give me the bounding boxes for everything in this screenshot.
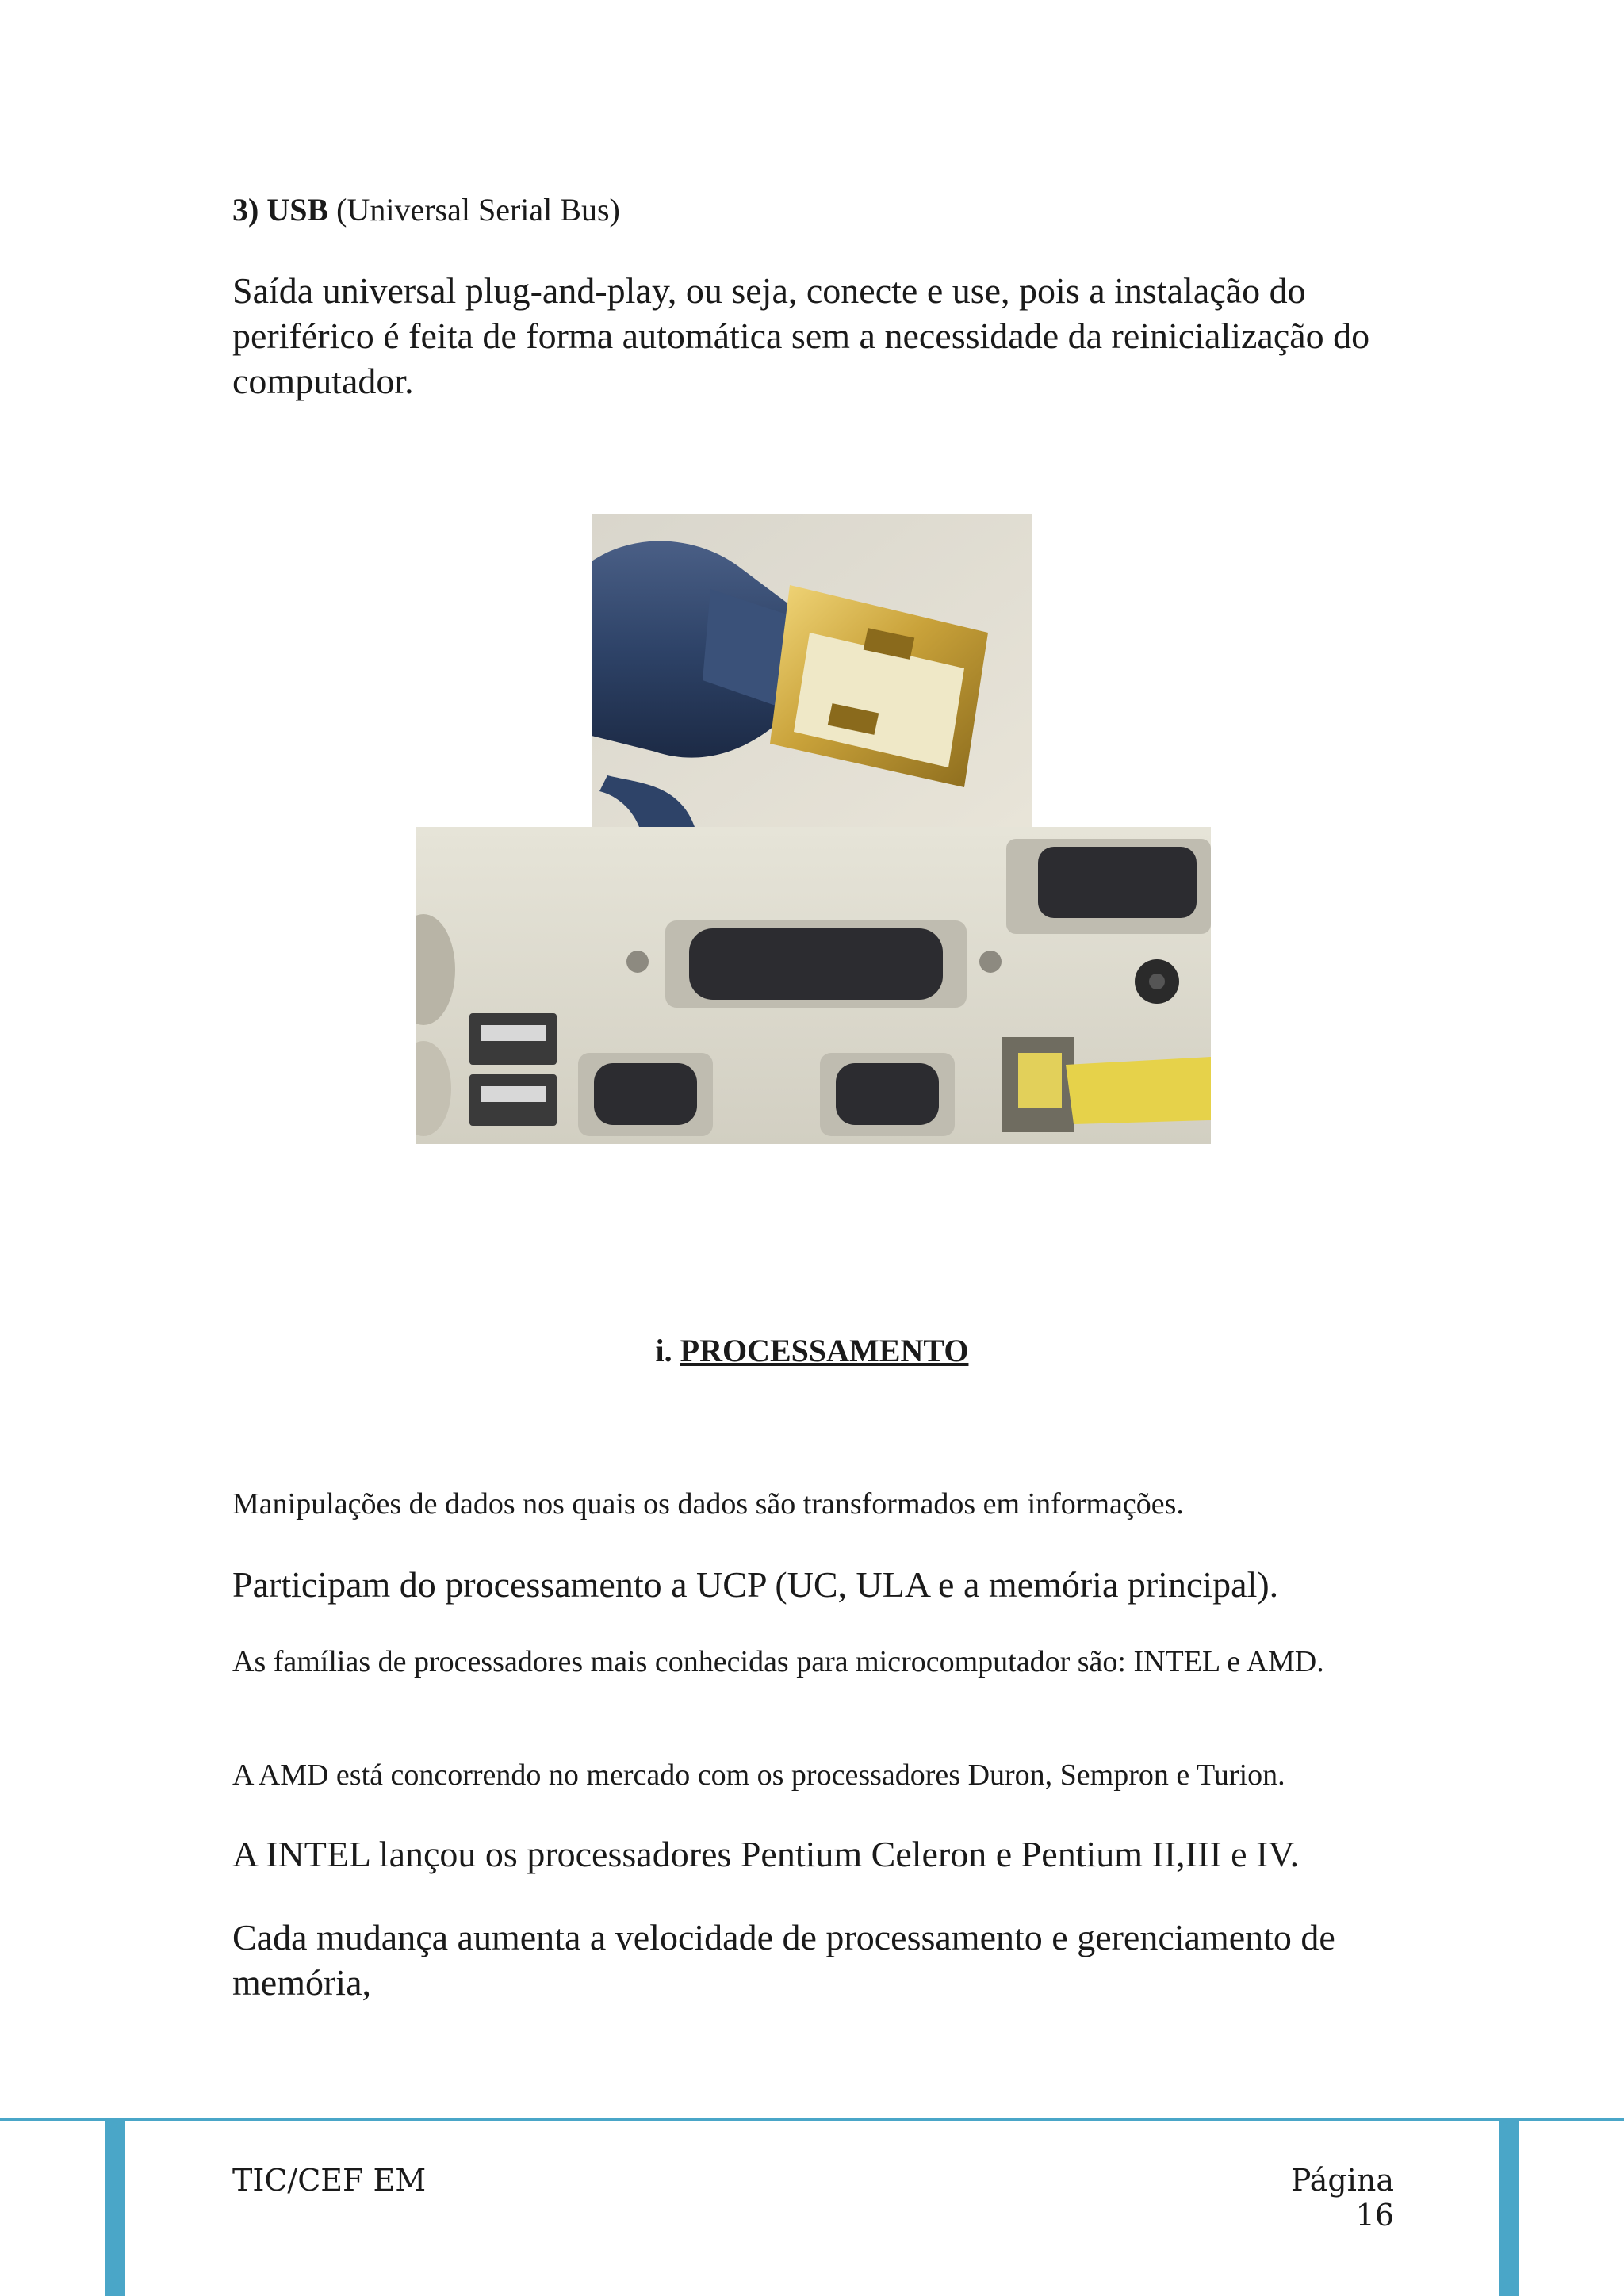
footer-document-label: TIC/CEF EM [232, 2163, 427, 2198]
usb-description: Saída universal plug-and-play, ou seja, conecte e use, pois a instalação do periférico é feita de forma automática sem a necessidade da reinicialização do computador. [232, 270, 1370, 401]
usb-expansion: (Universal Serial Bus) [336, 192, 620, 228]
footer-right-bar [1499, 2121, 1519, 2296]
paragraph-manipulacoes: Manipulações de dados nos quais os dados são transformados em informações. [232, 1487, 1184, 1521]
paragraph-ucp: Participam do processamento a UCP (UC, ULA e a memória principal). [232, 1564, 1279, 1605]
usb-heading [232, 190, 1390, 230]
paragraph-familias: As famílias de processadores mais conhecidas para microcomputador são: INTEL e AMD. [232, 1645, 1324, 1678]
usb-term: USB [266, 192, 329, 228]
section-prefix: i. [655, 1333, 672, 1368]
footer-page-number: Página 16 [1290, 2163, 1394, 2233]
section-heading [0, 1332, 1624, 1369]
paragraph-mudanca: Cada mudança aumenta a velocidade de processamento e gerenciamento de memória, [232, 1917, 1335, 2003]
usb-plug-photo [592, 514, 1032, 827]
computer-rear-ports-photo [416, 827, 1211, 1144]
paragraph-amd: A AMD está concorrendo no mercado com os processadores Duron, Sempron e Turion. [232, 1758, 1285, 1792]
footer-left-bar [105, 2121, 125, 2296]
paragraph-intel: A INTEL lançou os processadores Pentium Celeron e Pentium II,III e IV. [232, 1834, 1300, 1874]
section-title: PROCESSAMENTO [680, 1333, 969, 1368]
usb-number: 3) [232, 192, 259, 228]
footer-divider [0, 2118, 1624, 2121]
